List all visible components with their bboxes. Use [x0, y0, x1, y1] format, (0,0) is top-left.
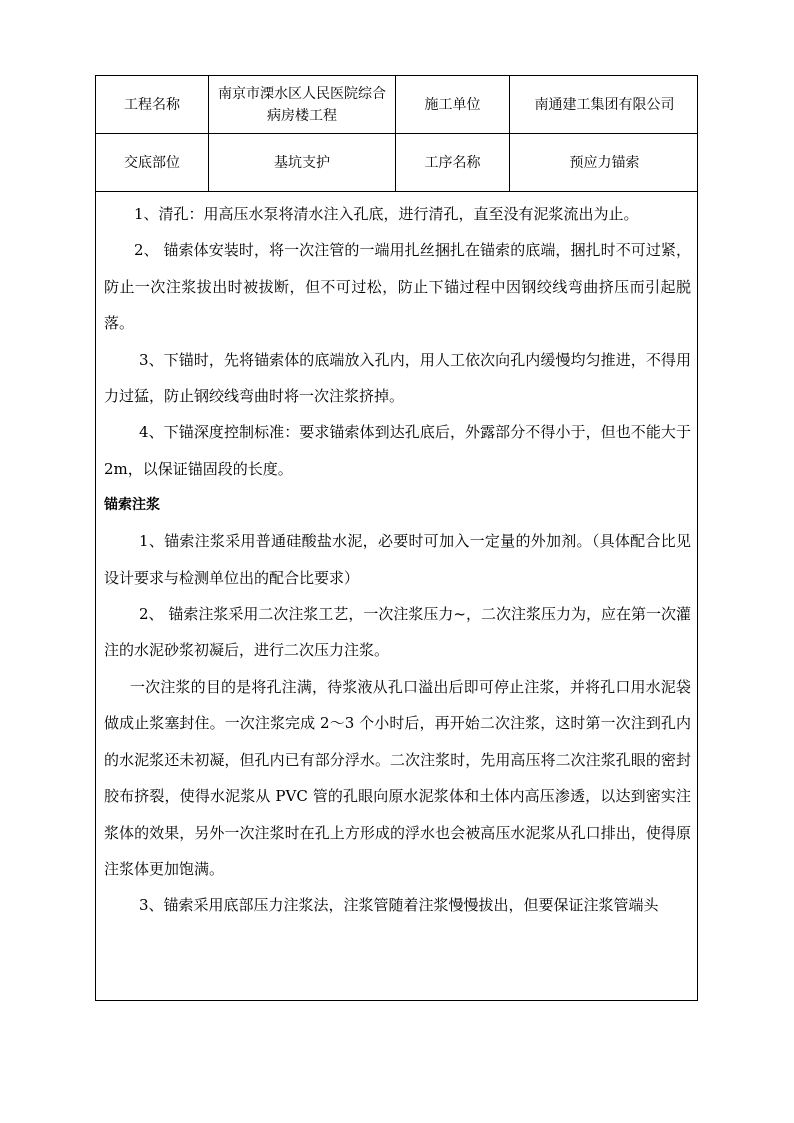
- paragraph-cement: 1、锚索注浆采用普通硅酸盐水泥，必要时可加入一定量的外加剂。（具体配合比见设计要求与检测单位出的配合比要求）: [104, 532, 691, 587]
- construction-unit-value: 南通建工集团有限公司: [534, 96, 675, 113]
- section-heading-grouting: 锚索注浆: [104, 497, 160, 514]
- process-name-value: 预应力锚索: [569, 154, 640, 171]
- project-name-value: 南京市溧水区人民医院综合病房楼工程: [209, 76, 396, 133]
- header-row-2: [96, 134, 697, 192]
- disclosure-content: [96, 192, 697, 1000]
- paragraph-two-stage: 2、 锚索注浆采用二次注浆工艺，一次注浆压力~，二次注浆压力为，应在第一次灌注的水泥砂浆初凝后，进行二次压力注浆。: [104, 605, 691, 660]
- header-row-1: [96, 76, 697, 134]
- project-name-label: 工程名称: [96, 76, 209, 133]
- disclosure-part-value: 基坑支护: [209, 134, 396, 191]
- construction-unit-label: 施工单位: [396, 76, 510, 133]
- disclosure-part-label: 交底部位: [96, 134, 209, 191]
- paragraph-anchor-install: 2、 锚索体安装时，将一次注管的一端用扎丝捆扎在锚索的底端，捆扎时不可过紧，防止一次注浆拔出时被拔断，但不可过松，防止下锚过程中因钢绞线弯曲挤压而引起脱落。: [104, 241, 691, 333]
- process-name-label: 工序名称: [396, 134, 510, 191]
- paragraph-cleaning: 1、清孔：用高压水泵将清水注入孔底，进行清孔，直至没有泥浆流出为止。: [134, 205, 639, 223]
- paragraph-first-grouting: 一次注浆的目的是将孔注满，待浆液从孔口溢出后即可停止注浆，并将孔口用水泥袋做成止浆塞封住。一次注浆完成 2～3 个小时后，再开始二次注浆，这时第一次注到孔内的水泥浆还未初凝，但孔内已有部分浮水。二次注浆时，先用高压将二次注浆孔眼的密封胶布挤裂，使得水泥浆从 PVC 管的孔眼向原水泥浆体和土体内高压渗透，以达到密实注浆体的效果，另外一次注浆时在孔上方形成的浮水也会被高压水泥浆从孔口排出，使得原注浆体更加饱满。: [104, 677, 691, 878]
- paragraph-bottom-pressure: 3、锚索采用底部压力注浆法，注浆管随着注浆慢慢拔出，但要保证注浆管端头: [139, 896, 659, 915]
- disclosure-table: [95, 75, 698, 1001]
- paragraph-depth-control: 4、下锚深度控制标准：要求锚索体到达孔底后，外露部分不得小于，但也不能大于 2m，以保证锚固段的长度。: [104, 423, 691, 478]
- paragraph-lowering: 3、下锚时，先将锚索体的底端放入孔内，用人工依次向孔内缓慢均匀推进，不得用力过猛，防止钢绞线弯曲时将一次注浆挤掉。: [104, 350, 691, 406]
